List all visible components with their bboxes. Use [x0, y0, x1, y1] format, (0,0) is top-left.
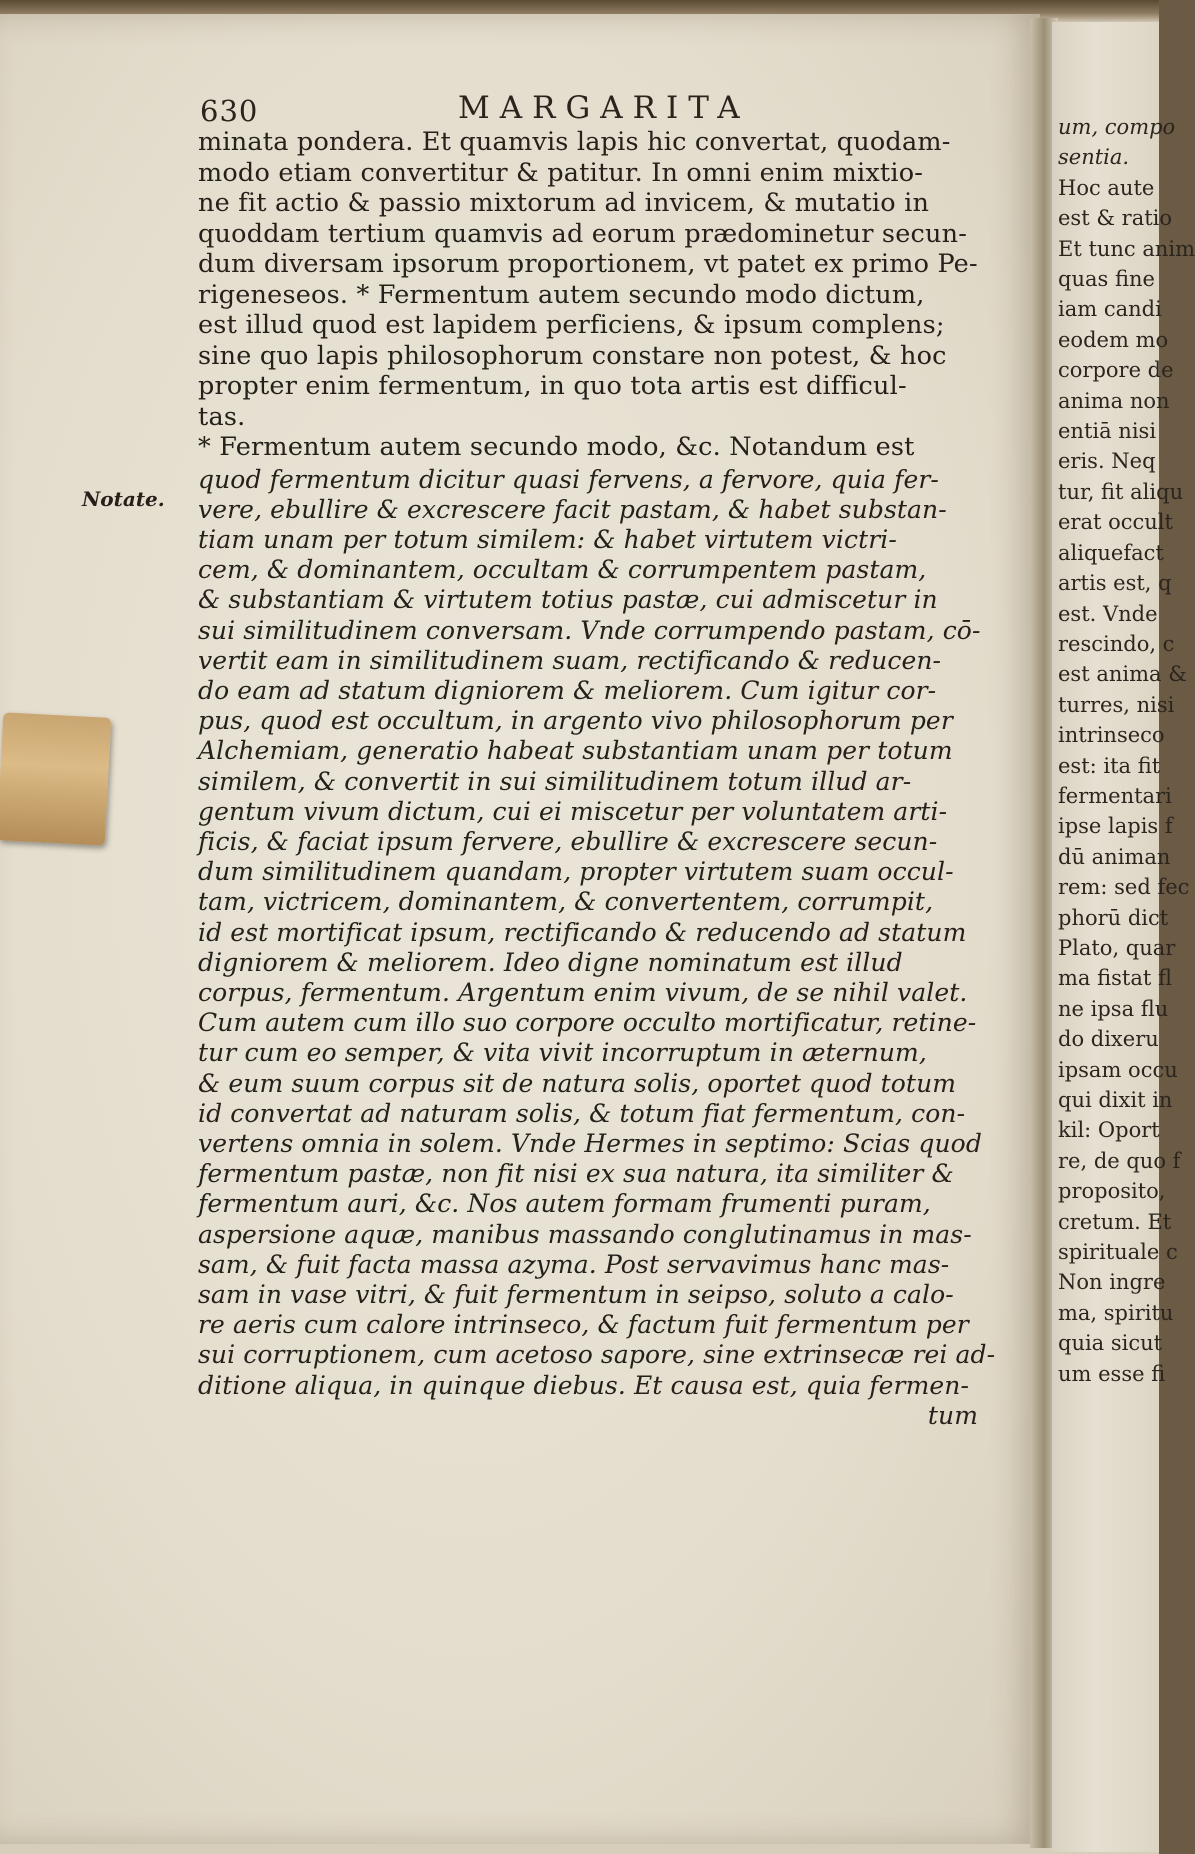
text-line: vertens omnia in solem. Vnde Hermes in septimo: Scias quod: [198, 1128, 982, 1158]
right-text-line: turres, nisi: [1058, 692, 1175, 717]
right-text-line: ipsam occu: [1058, 1057, 1178, 1082]
text-line: pus, quod est occultum, in argento vivo philosophorum per: [198, 706, 953, 736]
right-text-line: tur, fit aliqu: [1058, 479, 1184, 504]
text-line: modo etiam convertitur & patitur. In omni enim mixtio-: [198, 157, 924, 188]
right-text-line: eodem mo: [1058, 327, 1169, 352]
text-line: & substantiam & virtutem totius pastæ, cui admiscetur in: [198, 585, 938, 615]
right-page-text: [1058, 112, 1195, 1389]
text-line: corpus, fermentum. Argentum enim vivum, de se nihil valet.: [198, 977, 968, 1007]
roman-paragraph: [198, 127, 1008, 463]
text-line: minata pondera. Et quamvis lapis hic convertat, quodam-: [198, 127, 951, 157]
text-line: sam, & fuit facta massa azyma. Post servavimus hanc mas-: [198, 1249, 950, 1279]
right-text-line: intrinseco: [1058, 723, 1165, 748]
right-text-line: spirituale c: [1058, 1240, 1178, 1265]
text-line: rigeneseos. * Fermentum autem secundo modo dictum,: [198, 279, 925, 310]
right-text-line: sentia.: [1058, 145, 1130, 170]
right-text-line: est: ita fit: [1058, 753, 1161, 778]
right-text-line: ipse lapis f: [1058, 814, 1173, 839]
right-text-line: re, de quo f: [1058, 1148, 1181, 1173]
text-line: vere, ebullire & excrescere facit pastam, & habet substan-: [198, 494, 947, 524]
right-text-line: artis est, q: [1058, 571, 1172, 596]
right-text-line: iam candi: [1058, 297, 1162, 322]
right-text-line: eris. Neq: [1058, 449, 1156, 474]
right-text-line: est & ratio: [1058, 206, 1173, 231]
text-line: similem, & convertit in sui similitudinem totum illud ar-: [198, 766, 912, 796]
right-text-line: Et tunc anim: [1058, 236, 1195, 261]
right-text-line: erat occult: [1058, 510, 1173, 535]
text-line: sui corruptionem, cum acetoso sapore, sine extrinsecæ rei ad-: [198, 1340, 996, 1370]
text-line: tas.: [198, 401, 246, 432]
right-text-line: Non ingre: [1058, 1270, 1166, 1295]
text-line: sam in vase vitri, & fuit fermentum in seipso, soluto a calo-: [198, 1279, 954, 1309]
text-line: re aeris cum calore intrinseco, & factum fuit fermentum per: [198, 1310, 969, 1340]
right-text-line: aliquefact: [1058, 540, 1164, 565]
text-line: quod fermentum dicitur quasi fervens, a fervore, quia fer-: [198, 464, 939, 494]
main-text-block: [198, 127, 1008, 1431]
right-text-line: phorū dict: [1058, 905, 1169, 930]
text-line: tam, victricem, dominantem, & convertentem, corrumpit,: [198, 887, 934, 917]
text-line: ficis, & faciat ipsum fervere, ebullire & excrescere secun-: [198, 826, 938, 856]
right-text-line: um, compo: [1058, 115, 1176, 139]
text-line: sui similitudinem conversam. Vnde corrumpendo pastam, cō-: [198, 615, 981, 645]
text-line: digniorem & meliorem. Ideo digne nominatum est illud: [198, 947, 903, 977]
right-text-line: dū animan: [1058, 844, 1171, 869]
text-line: id est mortificat ipsum, rectificando & reducendo ad statum: [198, 917, 967, 947]
right-text-line: cretum. Et: [1058, 1209, 1172, 1234]
text-line: cem, & dominantem, occultam & corrumpentem pastam,: [198, 555, 927, 585]
text-line: tum: [927, 1400, 978, 1430]
right-text-line: um esse fi: [1058, 1361, 1166, 1386]
right-text-line: est. Vnde: [1058, 601, 1158, 626]
text-line: tiam unam per totum similem: & habet virtutem victri-: [198, 524, 897, 554]
right-text-line: rem: sed fec: [1058, 875, 1190, 900]
text-line: aspersione aquæ, manibus massando conglutinamus in mas-: [198, 1219, 972, 1249]
text-line: Alchemiam, generatio habeat substantiam unam per totum: [198, 736, 953, 766]
right-text-line: anima non: [1058, 388, 1170, 413]
right-text-line: Hoc aute: [1058, 175, 1155, 200]
text-line: dum diversam ipsorum proportionem, vt patet ex primo Pe-: [198, 249, 978, 279]
text-line: ditione aliqua, in quinque diebus. Et causa est, quia fermen-: [198, 1370, 970, 1400]
right-text-line: kil: Oport: [1058, 1118, 1160, 1143]
text-line: & eum suum corpus sit de natura solis, oportet quod totum: [198, 1068, 957, 1098]
right-text-line: ma, spiritu: [1058, 1300, 1174, 1325]
right-text-line: est anima &: [1058, 662, 1187, 687]
text-line: fermentum auri, &c. Nos autem formam frumenti puram,: [198, 1189, 931, 1219]
right-text-line: qui dixit in: [1058, 1088, 1173, 1112]
text-line: dum similitudinem quandam, propter virtutem suam occul-: [198, 857, 954, 887]
text-line: tur cum eo semper, & vita vivit incorruptum in æternum,: [198, 1038, 927, 1068]
right-text-line: Plato, quar: [1058, 935, 1176, 960]
text-line: gentum vivum dictum, cui ei miscetur per voluntatem arti-: [198, 796, 948, 826]
marginal-note: Notate.: [82, 487, 165, 511]
right-text-line: rescindo, c: [1058, 631, 1175, 656]
right-text-line: quas fine: [1058, 267, 1155, 292]
right-text-line: ne ipsa flu: [1058, 996, 1169, 1021]
text-line: est illud quod est lapidem perficiens, & ipsum complens;: [198, 310, 945, 340]
text-line: do eam ad statum digniorem & meliorem. Cum igitur cor-: [198, 675, 937, 705]
text-line: Cum autem cum illo suo corpore occulto mortificatur, retine-: [198, 1008, 977, 1038]
text-line: ne fit actio & passio mixtorum ad invicem, & mutatio in: [198, 188, 930, 218]
right-text-line: corpore de: [1058, 358, 1174, 383]
text-line: id convertat ad naturam solis, & totum fiat fermentum, con-: [198, 1098, 966, 1128]
text-line: * Fermentum autem secundo modo, &c. Notandum est: [198, 432, 915, 462]
italic-commentary: [198, 465, 1008, 1432]
text-line: vertit eam in similitudinem suam, rectificando & reducen-: [198, 645, 942, 675]
right-text-line: quia sicut: [1058, 1331, 1163, 1356]
right-text-line: entiā nisi: [1058, 419, 1157, 444]
wooden-page-weight: [0, 712, 111, 845]
right-text-line: fermentari: [1058, 783, 1172, 808]
right-text-line: proposito,: [1058, 1179, 1166, 1204]
page-number: 630: [200, 94, 259, 128]
text-line: fermentum pastæ, non fit nisi ex sua natura, ita similiter &: [198, 1159, 954, 1189]
text-line: propter enim fermentum, in quo tota artis est difficul-: [198, 371, 907, 401]
text-line: sine quo lapis philosophorum constare non potest, & hoc: [198, 340, 947, 371]
right-text-line: do dixeru: [1058, 1027, 1159, 1052]
running-title: MARGARITA: [458, 90, 750, 126]
right-text-line: ma fistat fl: [1058, 966, 1172, 991]
text-line: quoddam tertium quamvis ad eorum prædominetur secun-: [198, 218, 968, 249]
